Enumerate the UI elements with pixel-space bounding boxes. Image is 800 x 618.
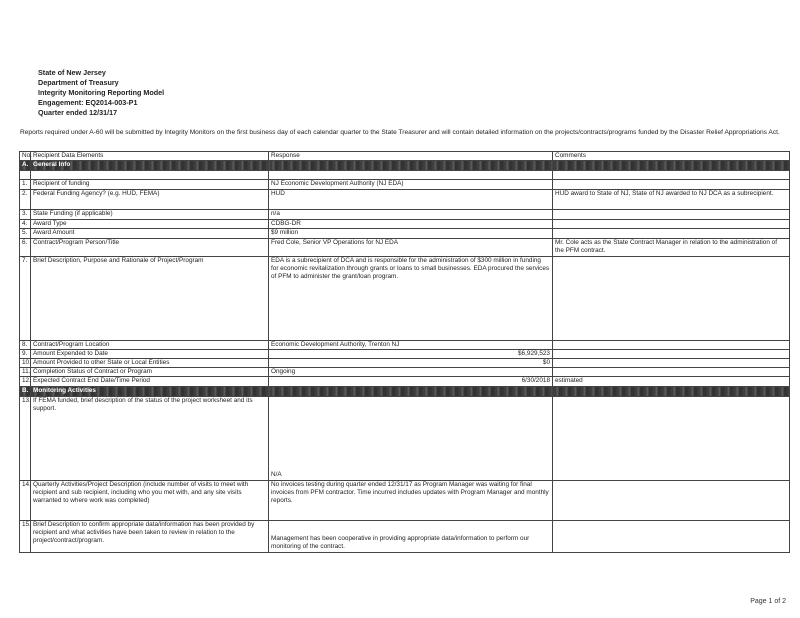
row-element: Quarterly Activities/Project Description (include number of visits to meet with recipient and sub recipient, including who you met with, and any site visits warranted to where work was completed) — [31, 480, 269, 520]
row-comment — [553, 229, 790, 238]
table-row — [20, 229, 790, 238]
row-comment — [553, 340, 790, 349]
row-element: Completion Status of Contract or Program — [31, 368, 269, 377]
section-no: B. — [20, 386, 31, 396]
section-row-general-info — [20, 161, 790, 171]
row-element: If FEMA funded, brief description of the status of the project worksheet and its support. — [31, 396, 269, 480]
row-comment: Mr. Cole acts as the State Contract Manager in relation to the administration of the PFM contract. — [553, 238, 790, 256]
table-row — [20, 480, 790, 520]
row-response: $6,929,523 — [269, 349, 553, 358]
header-quarter: Quarter ended 12/31/17 — [38, 108, 118, 117]
table-row — [20, 256, 790, 340]
row-comment — [553, 359, 790, 368]
table-row — [20, 238, 790, 256]
table-row — [20, 359, 790, 368]
row-comment — [553, 220, 790, 229]
row-response: $9 million — [269, 229, 553, 238]
row-element: Brief Description, Purpose and Rationale of Project/Program — [31, 256, 269, 340]
table-row — [20, 520, 790, 552]
row-comment — [553, 210, 790, 220]
table-row — [20, 340, 790, 349]
row-number: 5. — [20, 229, 31, 238]
row-element: Amount Provided to other State or Local Entities — [31, 359, 269, 368]
row-comment — [553, 368, 790, 377]
section-title: Monitoring Activities — [31, 386, 269, 396]
table-row — [20, 377, 790, 386]
row-response: Ongoing — [269, 368, 553, 377]
row-response: Economic Development Authority, Trenton NJ — [269, 340, 553, 349]
row-number: 1. — [20, 180, 31, 190]
row-response: n/a — [269, 210, 553, 220]
row-number: 6. — [20, 238, 31, 256]
row-response: NJ Economic Development Authority (NJ EDA) — [269, 180, 553, 190]
row-element: Recipient of funding — [31, 180, 269, 190]
header-model: Integrity Monitoring Reporting Model — [38, 88, 165, 97]
row-number: 3. — [20, 210, 31, 220]
row-response: Fred Cole, Senior VP Operations for NJ EDA — [269, 238, 553, 256]
row-comment: HUD award to State of NJ, State of NJ awarded to NJ DCA as a subrecipient. — [553, 190, 790, 210]
row-response: EDA is a subrecipient of DCA and is responsible for the administration of $300 million in funding for economic revitalization through grants or loans to small businesses. EDA procured the services of PFM to administer the grant/loan program. — [269, 256, 553, 340]
row-response: CDBG-DR — [269, 220, 553, 229]
section-title: General Info — [31, 161, 269, 171]
col-header-response: Response — [269, 152, 553, 161]
row-response: Management has been cooperative in providing appropriate data/information to perform our monitoring of the contract. — [269, 520, 553, 552]
blank-row — [20, 171, 790, 180]
row-number: 13. — [20, 396, 31, 480]
header-department: Department of Treasury — [38, 78, 119, 87]
section-no: A. — [20, 161, 31, 171]
document-header — [38, 68, 164, 118]
row-comment — [553, 180, 790, 190]
row-element: Federal Funding Agency? (e.g. HUD, FEMA) — [31, 190, 269, 210]
row-response: HUD — [269, 190, 553, 210]
table-row — [20, 349, 790, 358]
report-table — [19, 151, 790, 553]
col-header-comments: Comments — [553, 152, 790, 161]
row-response: $0 — [269, 359, 553, 368]
row-element: Expected Contract End Date/Time Period — [31, 377, 269, 386]
row-number: 2. — [20, 190, 31, 210]
row-element: Amount Expended to Date — [31, 349, 269, 358]
row-comment — [553, 256, 790, 340]
row-element: State Funding (if applicable) — [31, 210, 269, 220]
page-number: Page 1 of 2 — [750, 598, 786, 605]
table-row — [20, 190, 790, 210]
table-row — [20, 180, 790, 190]
row-comment — [553, 480, 790, 520]
header-engagement: Engagement: EQ2014-003-P1 — [38, 98, 138, 107]
header-state: State of New Jersey — [38, 68, 106, 77]
row-number: 7. — [20, 256, 31, 340]
section-row-monitoring-activities — [20, 386, 790, 396]
row-comment — [553, 349, 790, 358]
row-number: 10. — [20, 359, 31, 368]
col-header-no: No. — [20, 152, 31, 161]
row-comment: estimated — [553, 377, 790, 386]
row-response: No invoices testing during quarter ended 12/31/17 as Program Manager was waiting for final invoices from PFM contractor. Time incurred includes updates with Program Manager and monthly reports. — [269, 480, 553, 520]
table-row — [20, 210, 790, 220]
table-row — [20, 220, 790, 229]
row-number: 14. — [20, 480, 31, 520]
table-header-row — [20, 152, 790, 161]
row-number: 8. — [20, 340, 31, 349]
row-response: 6/30/2018 — [269, 377, 553, 386]
row-number: 11. — [20, 368, 31, 377]
row-element: Award Amount — [31, 229, 269, 238]
row-comment — [553, 520, 790, 552]
row-element: Contract/Program Location — [31, 340, 269, 349]
intro-paragraph: Reports required under A-60 will be submitted by Integrity Monitors on the first business day of each calendar quarter to the State Treasurer and will contain detailed information on the projects/contracts/programs funded by the Disaster Relief Appropriations Act. — [20, 129, 780, 136]
table-row — [20, 396, 790, 480]
row-response: N/A — [269, 396, 553, 480]
row-comment — [553, 396, 790, 480]
row-element: Brief Description to confirm appropriate data/information has been provided by recipient and what activities have been taken to review in relation to the project/contract/program. — [31, 520, 269, 552]
col-header-element: Recipient Data Elements — [31, 152, 269, 161]
table-row — [20, 368, 790, 377]
row-number: 9. — [20, 349, 31, 358]
row-number: 12. — [20, 377, 31, 386]
row-number: 15. — [20, 520, 31, 552]
row-number: 4. — [20, 220, 31, 229]
row-element: Award Type — [31, 220, 269, 229]
row-element: Contract/Program Person/Title — [31, 238, 269, 256]
